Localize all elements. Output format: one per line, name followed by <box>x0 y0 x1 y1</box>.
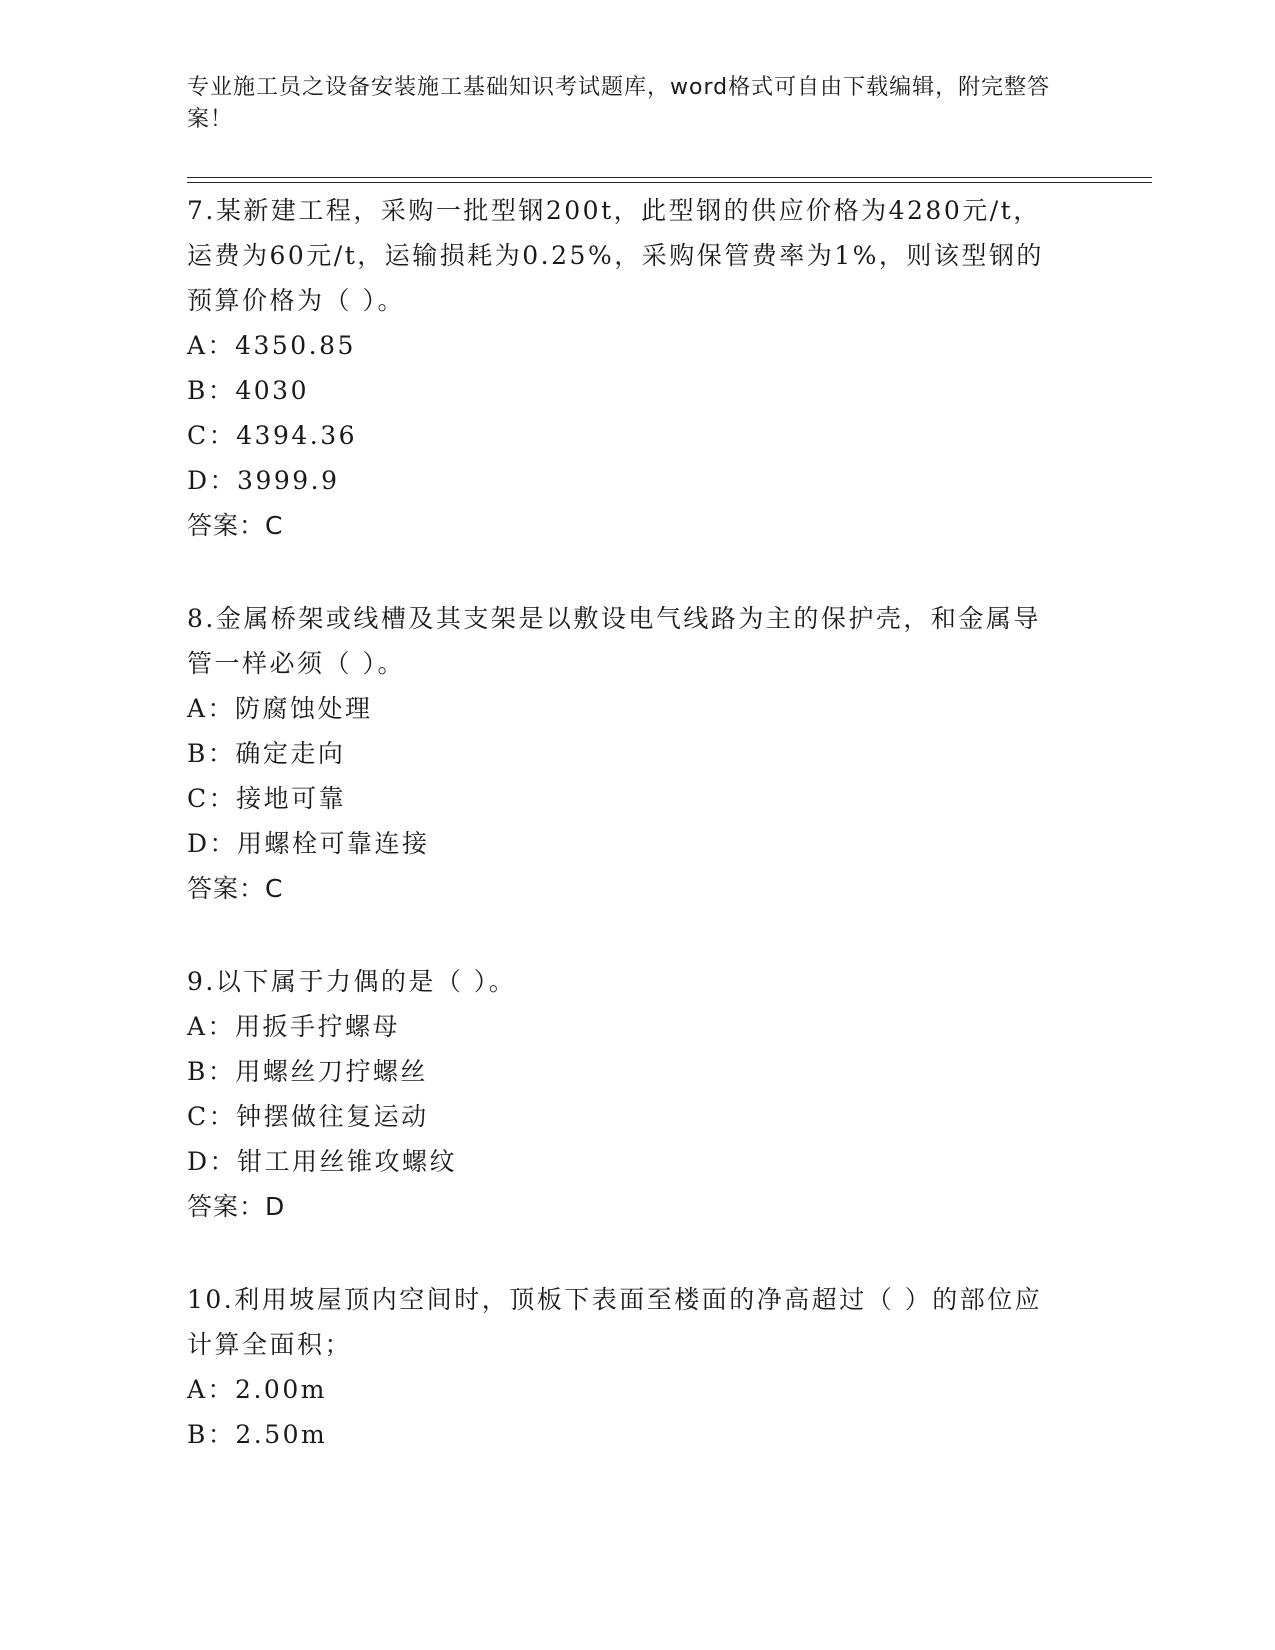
question-list <box>187 188 1067 1457</box>
header-rule-bottom <box>187 182 1152 183</box>
option-b: B：确定走向 <box>187 739 346 768</box>
option-c: C：接地可靠 <box>187 784 347 813</box>
option-a: A：防腐蚀处理 <box>187 694 373 723</box>
question-7 <box>187 188 1067 548</box>
question-10 <box>187 1277 1067 1457</box>
option-a: A：2.00m <box>187 1375 327 1404</box>
option-a: A：用扳手拧螺母 <box>187 1012 401 1041</box>
question-stem: 10.利用坡屋顶内空间时，顶板下表面至楼面的净高超过（ ）的部位应计算全面积； <box>187 1285 1043 1359</box>
question-gap <box>187 911 1067 959</box>
option-c: C：4394.36 <box>187 421 358 450</box>
answer-line: 答案：C <box>187 874 284 903</box>
question-8 <box>187 596 1067 911</box>
question-stem: 8.金属桥架或线槽及其支架是以敷设电气线路为主的保护壳，和金属导管一样必须（ ）。 <box>187 604 1041 678</box>
option-d: D：3999.9 <box>187 466 340 495</box>
question-stem: 9.以下属于力偶的是（ ）。 <box>187 967 517 996</box>
question-stem: 7.某新建工程，采购一批型钢200t，此型钢的供应价格为4280元/t，运费为60元/t，运输损耗为0.25%，采购保管费率为1%，则该型钢的预算价格为（ ）。 <box>187 196 1044 315</box>
option-d: D：用螺栓可靠连接 <box>187 829 430 858</box>
option-a: A：4350.85 <box>187 331 356 360</box>
question-gap <box>187 548 1067 596</box>
option-b: B：用螺丝刀拧螺丝 <box>187 1057 428 1086</box>
option-c: C：钟摆做往复运动 <box>187 1102 429 1131</box>
option-d: D：钳工用丝锥攻螺纹 <box>187 1147 458 1176</box>
header-rule-top <box>187 177 1152 178</box>
answer-line: 答案：C <box>187 511 284 540</box>
answer-line: 答案：D <box>187 1192 286 1221</box>
option-b: B：2.50m <box>187 1420 328 1449</box>
question-9 <box>187 959 1067 1229</box>
option-b: B：4030 <box>187 376 309 405</box>
document-header: 专业施工员之设备安装施工基础知识考试题库，word格式可自由下载编辑，附完整答案！ <box>187 75 1051 132</box>
question-gap <box>187 1229 1067 1277</box>
